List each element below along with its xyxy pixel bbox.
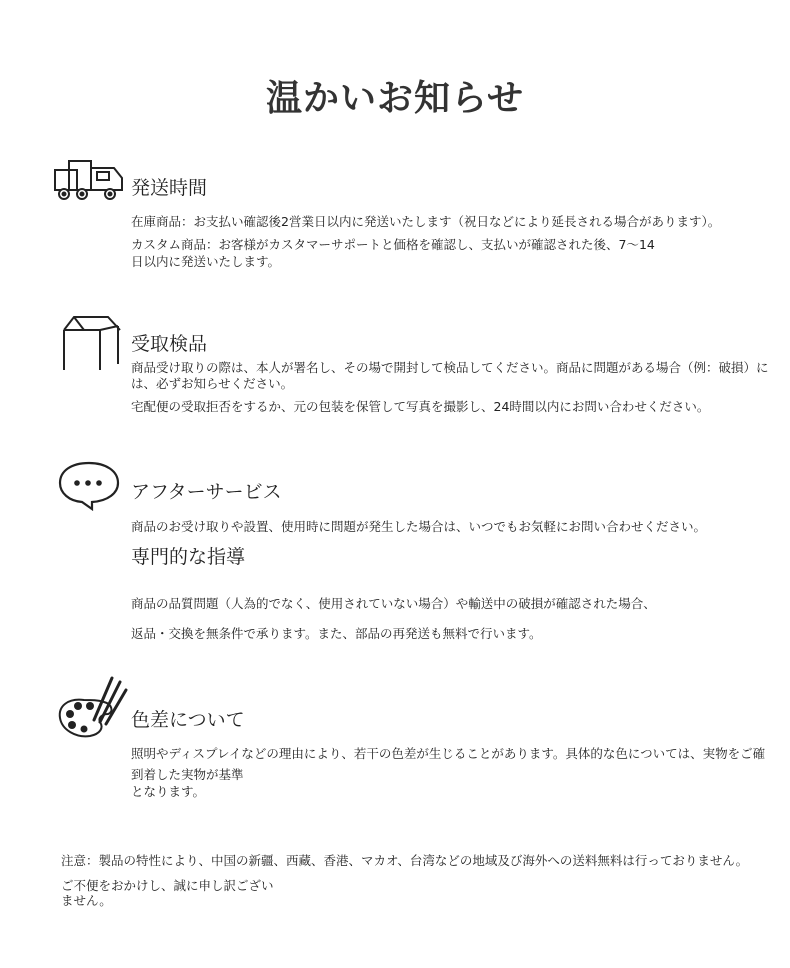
inspection-text-1: 商品受け取りの際は、本人が署名し、その場で開封して検品してください。商品に問題がある場合（例：破損）に [131, 360, 769, 375]
after-service-text-3: 返品・交換を無条件で承ります。また、部品の再発送も無料で行います。 [131, 626, 542, 641]
color-text-1: 照明やディスプレイなどの理由により、若干の色差が生じることがあります。具体的な色については、実物をご確 [131, 746, 766, 761]
note-text-1: 注意：製品の特性により、中国の新疆、西藏、香港、マカオ、台湾などの地域及び海外への送料無料は行っておりません。 [61, 853, 749, 868]
note-text-2: ご不便をおかけし、誠に申し訳ござい [61, 878, 274, 893]
shipping-custom-text-2: 日以内に発送いたします。 [131, 254, 281, 269]
color-text-3: となります。 [131, 784, 206, 799]
page-title: 温かいお知らせ [266, 78, 524, 119]
chat-bubble-icon [56, 459, 122, 515]
after-service-text-2: 商品の品質問題（人為的でなく、使用されていない場合）や輸送中の破損が確認された場合、 [131, 596, 656, 611]
color-text-2: 到着した実物が基準 [131, 767, 244, 782]
after-service-text-1: 商品のお受け取りや設置、使用時に問題が発生した場合は、いつでもお気軽にお問い合わせください。 [131, 519, 707, 534]
shipping-custom-text-1: カスタム商品：お客様がカスタマーサポートと価格を確認し、支払いが確認された後、7〜14 [131, 237, 655, 252]
note-text-3: ません。 [61, 893, 112, 908]
truck-icon [52, 158, 130, 208]
box-icon [60, 312, 126, 378]
section-heading-color: 色差について [131, 709, 245, 731]
section-heading-shipping: 発送時間 [131, 177, 208, 199]
inspection-text-3: 宅配便の受取拒否をするか、元の包装を保管して写真を撮影し、24時間以内にお問い合わせください。 [131, 399, 710, 414]
inspection-text-2: は、必ずお知らせください。 [131, 376, 294, 391]
section-heading-inspection: 受取検品 [131, 333, 208, 355]
shipping-stock-text: 在庫商品：お支払い確認後2営業日以内に発送いたします（祝日などにより延長される場合があります）。 [131, 214, 721, 229]
palette-icon [56, 672, 132, 746]
section-subheading-guidance: 専門的な指導 [131, 546, 246, 568]
section-heading-after-service: アフターサービス [131, 481, 282, 503]
